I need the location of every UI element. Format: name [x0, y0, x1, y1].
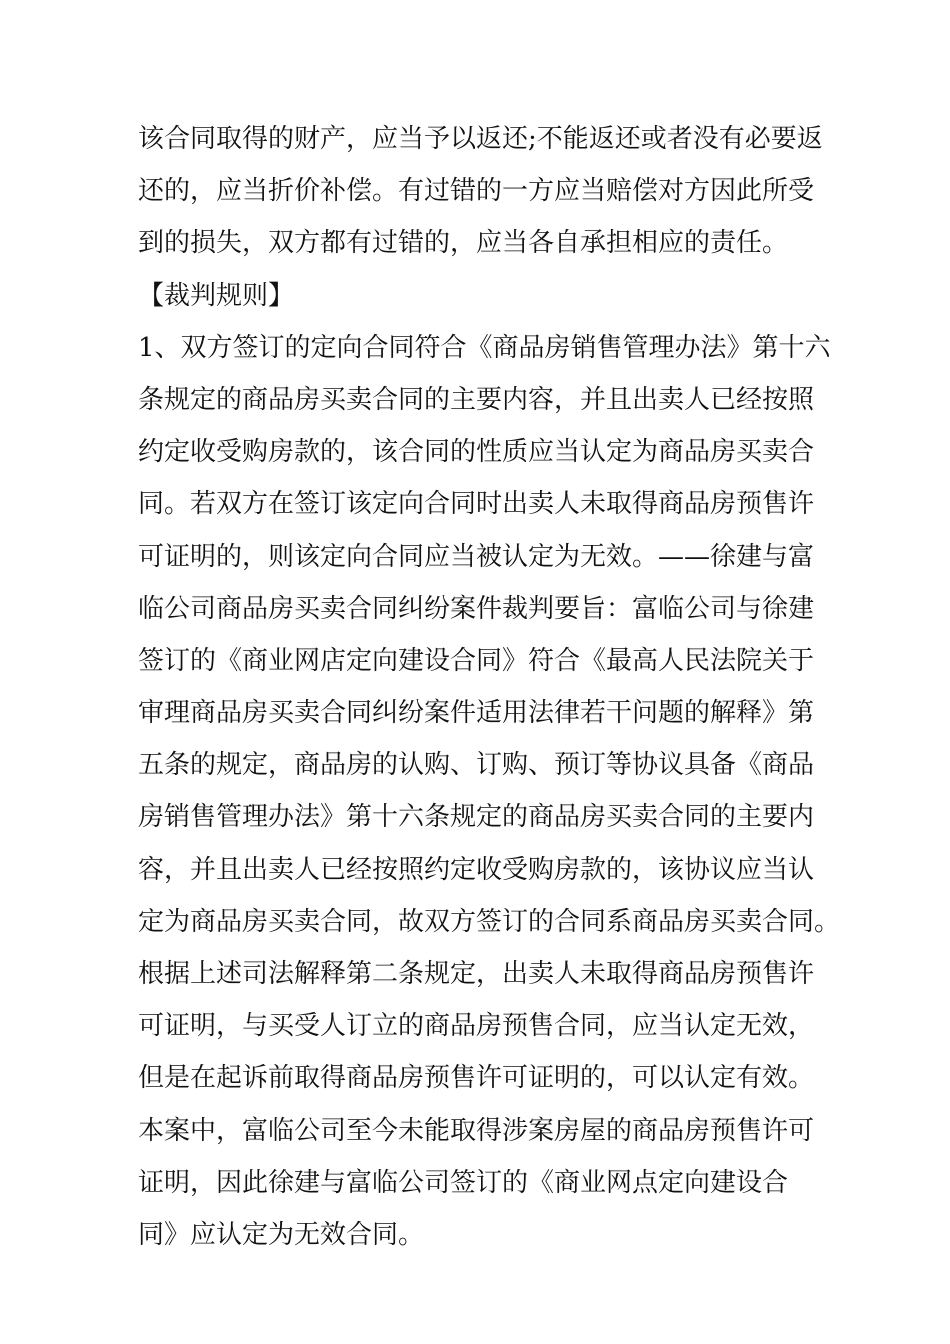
text-line: 临公司商品房买卖合同纠纷案件裁判要旨：富临公司与徐建	[138, 593, 815, 624]
text-line: 1、双方签订的定向合同符合《商品房销售管理办法》第十六	[138, 332, 831, 363]
text-line: 条规定的商品房买卖合同的主要内容，并且出卖人已经按照	[138, 384, 815, 415]
text-line: 同。若双方在签订该定向合同时出卖人未取得商品房预售许	[138, 489, 815, 520]
text-line: 同》应认定为无效合同。	[138, 1219, 425, 1250]
text-line: 本案中，富临公司至今未能取得涉案房屋的商品房预售许可	[138, 1115, 815, 1146]
text-line: 到的损失，双方都有过错的，应当各自承担相应的责任。	[138, 228, 789, 259]
text-line: 该合同取得的财产，应当予以返还;不能返还或者没有必要返	[138, 124, 823, 154]
text-line: 可证明的，则该定向合同应当被认定为无效。——徐建与富	[138, 541, 815, 572]
document-body	[138, 113, 841, 1261]
text-line: 签订的《商业网店定向建设合同》符合《最高人民法院关于	[138, 645, 815, 676]
text-line: 但是在起诉前取得商品房预售许可证明的，可以认定有效。	[138, 1063, 815, 1094]
text-line: 证明，因此徐建与富临公司签订的《商业网点定向建设合	[138, 1167, 789, 1198]
section-heading: 【裁判规则】	[138, 280, 295, 311]
text-line: 还的，应当折价补偿。有过错的一方应当赔偿对方因此所受	[138, 176, 815, 207]
text-line: 可证明，与买受人订立的商品房预售合同，应当认定无效，	[138, 1011, 815, 1042]
text-line: 审理商品房买卖合同纠纷案件适用法律若干问题的解释》第	[138, 698, 815, 729]
text-line: 根据上述司法解释第二条规定，出卖人未取得商品房预售许	[138, 959, 815, 989]
text-line: 容，并且出卖人已经按照约定收受购房款的，该协议应当认	[138, 854, 815, 885]
text-line: 五条的规定，商品房的认购、订购、预订等协议具备《商品	[138, 750, 815, 781]
text-line: 约定收受购房款的，该合同的性质应当认定为商品房买卖合	[138, 437, 815, 468]
text-line: 房销售管理办法》第十六条规定的商品房买卖合同的主要内	[138, 802, 815, 833]
text-line: 定为商品房买卖合同，故双方签订的合同系商品房买卖合同。	[138, 906, 841, 937]
